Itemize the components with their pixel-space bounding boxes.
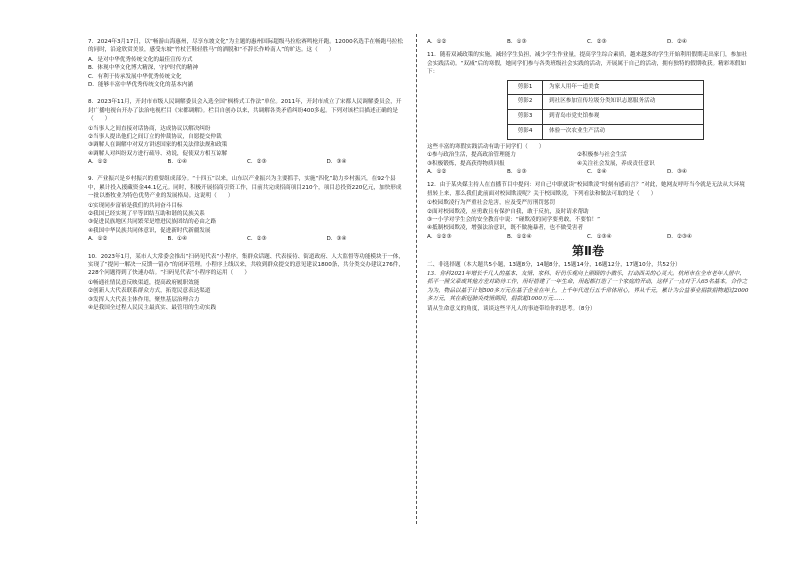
choice-a: A．①② xyxy=(427,39,447,45)
choice-b: B．①③ xyxy=(507,39,527,45)
question-11 xyxy=(427,51,749,176)
question-12 xyxy=(427,181,749,241)
question-10-item-2: ②创新人大代表联系群众方式，拓宽民意表达渠道 xyxy=(88,288,211,295)
question-7-option-b: B．体现中华文化博大精深，守护时代的精神 xyxy=(88,65,199,72)
table-row-label: 剪影4 xyxy=(508,125,543,140)
question-7-option-d: D．能够丰富中华优秀传统文化的基本内涵 xyxy=(88,81,193,88)
table-row-activity: 到青岛市党史馆参观 xyxy=(543,110,704,125)
question-9-item-2: ②我国已经实现了平等团结互助和谐的民族关系 xyxy=(88,211,205,218)
question-10-item-1: ①畅通社情民意反映渠道，提高政府履职效能 xyxy=(88,279,200,286)
table-row xyxy=(508,125,704,140)
choice-a: A．①② xyxy=(427,169,447,176)
choice-d: D．③④ xyxy=(326,159,347,166)
question-10-item-3: ③发挥人大代表主体作用，聚焦基层治理合力 xyxy=(88,296,200,303)
question-7-option-c: C．有利于传承发展中华优秀传统文化 xyxy=(88,73,182,80)
question-9-item-4: ④我国中华民族共同体意识，促进新时代新疆发展 xyxy=(88,227,211,234)
choice-a: A．①② xyxy=(88,159,108,166)
question-7 xyxy=(88,38,406,89)
choice-b: B．①④ xyxy=(167,236,187,243)
question-9 xyxy=(88,175,406,243)
table-row xyxy=(508,110,704,125)
table-row-label: 剪影3 xyxy=(508,110,543,125)
question-11-item-2: ②积极参与社会生活 xyxy=(577,152,627,159)
question-11-prompt: 这些丰富的寒假实践活动有助于同学们（ ） xyxy=(427,143,545,150)
choice-d: D．②③④ xyxy=(667,233,692,240)
question-12-item-3: ③一小学对学生会的安全教育中说：“碰欺凌的同学要勇敢，不要怕！” xyxy=(427,217,601,223)
question-13-stem: 13．你科2021年增长千几人的基本、友情、家科、好仍乐观向上照顾的小微乐，打动西关的心灵大。杭州市在全市老年人居中、抓平一照父辈或其他方差对助待工作，用好搭建了一年生命，用起都打造了一个家庭的开动，这样了一点对于人65名基本，合作之为为，物品以基于计划500多万元在基于企业在年上，上千年代进行五千常体用心，界从千元，累计为公益事业捐款捐物超过2000多万元，其在新冠肺炎疫情期间，捐款超1000万元…… xyxy=(427,270,749,303)
question-7-stem: 7．2024年3月17日，以“畅游山海惠州，尽享东坡文化”为主题的惠州国际超级马拉松赛鸣枪开跑。12000名选手在畅跑马拉松的同时，沿途欣赏美景，感受东坡“竹杖芒鞋轻胜马”的洒脱和“不辞长作岭南人”的旷达。这（ ） xyxy=(88,39,403,54)
table-row-label: 剪影1 xyxy=(508,80,543,95)
table-row-activity: 为家人用年一道美食 xyxy=(543,80,704,95)
question-10-choices xyxy=(427,38,749,46)
choice-c: C．②④ xyxy=(587,169,607,176)
table-row-label: 剪影2 xyxy=(508,95,543,110)
left-column xyxy=(88,38,406,312)
question-12-stem: 12．由于某央媒主持人在直播节目中提问：对自己中职就读“校园欺凌”时刻有感而言？”对此，她网友呼吁当今就是无法从大环境扭转上来，那么我们此前面对校园欺凌呢？关于校园欺凌，下列看法和做法可取的是（ ） xyxy=(427,182,745,197)
choice-c: C．②③ xyxy=(247,236,267,243)
choice-a: A．①②③ xyxy=(427,233,452,240)
question-8-stem: 8．2023年11月，开封市市级人民调解委员会入选全国“枫桥式工作法”单位。2011年，开封市成立了宋都人民调解委员会，开封广播电视台开办了法治电视栏目《宋都调解》。栏目自创办以来，共调解各类矛盾纠纷400多起。下列对该栏目描述正确的是（ ） xyxy=(88,99,402,123)
question-12-item-4: ④抵制校园欺凌，增强法治意识，既不做施暴者，也不做受害者 xyxy=(427,225,584,232)
question-9-choices xyxy=(88,235,406,243)
question-8-item-4: ④调解人对纠纷双方进行疏导、劝说，促使双方相互谅解 xyxy=(88,150,228,157)
question-8-choices xyxy=(88,158,406,166)
question-10-stem: 10．2023年1月，某市人大常委会推出“扫码见代表”小程序，集群众话题、代表接待、街道政府、人大监督等功能模块于一体，实现了“提问一解决一反馈一留办”的闭环管理。小程序上线以来，共收到群众提交的意见建议1800条，共分类交办建议276件，228个问题得到了快速办结。“扫码见代表”小程序的运用（ ） xyxy=(88,253,404,277)
question-7-option-a: A．是对中华优秀传统文化的最佳宣传方式 xyxy=(88,56,193,63)
table-row xyxy=(508,95,704,110)
choice-b: B．①②④ xyxy=(507,233,532,240)
choice-b: B．①④ xyxy=(167,159,187,166)
question-11-item-4: ④关注社会发展，养成责任意识 xyxy=(577,160,655,167)
table-row-activity: 到社区参加宣传垃圾分类知识志愿服务活动 xyxy=(543,95,704,110)
choice-d: D．③④ xyxy=(667,169,687,176)
question-13-question: 请从生命意义的角度，谈谈这些平凡人的事迹带给你的思考。（8分） xyxy=(427,305,596,312)
question-11-item-1: ①参与政治生活，提高政治管理能力 xyxy=(427,152,516,159)
question-12-item-1: ①校园欺凌行为严重社会危害，应及受严厉刑罚惩罚 xyxy=(427,200,556,207)
part-two-header: 二、非选择题（本大题共5小题，13题8分，14题8分，15题14分，16题12分，17题10分，共52分） xyxy=(427,261,681,268)
question-11-stem: 11．随着双减政策的实施，减轻学生负担，减少学生作业量，提高学生综合素质，越来越多的学生开始利用假期走出家门，参加社会实践活动。“双减”后的寒假，她同学们参与各类班级社会实践的活动，开展属于自己的活动，拥有独特的假期收获。精彩寒假如下： xyxy=(427,52,748,76)
table-row-activity: 体验一次农业生产活动 xyxy=(543,125,704,140)
choice-c: C．①③④ xyxy=(587,233,612,240)
question-8-item-3: ③调解人在调解中对双方讲述国家的相关法律法规和政策 xyxy=(88,142,228,149)
choice-b: B．①③ xyxy=(507,169,527,176)
question-8-item-2: ②当事人提出他们之间订立的仲裁协议，自愿提交仲裁 xyxy=(88,133,222,140)
question-11-items-row-1 xyxy=(427,151,749,159)
question-8-item-1: ①当事人之间直接对话协商，达成协议以解决纠纷 xyxy=(88,125,211,132)
question-9-stem: 9．产业振兴是乡村振兴的重要组成部分。“十四五”以来，山东以产业振兴为主要抓手，实施“四化”助力乡村振兴，在92个县中，累计投入援藏资金44.1亿元。同时，积极开展招商引资工作，目前共完成招商项目210个，项目总投资220亿元，加快形成一批以畜牧业为特色优势产业的发展格局。这说明（ ） xyxy=(88,176,402,200)
question-12-item-2: ②面对校园欺凌，应勇敢且有保护自我，敢于反抗，及时请求帮助 xyxy=(427,208,589,215)
question-11-item-3: ③积极锻炼，提高获得物质回报 xyxy=(427,160,505,167)
choice-d: D．③④ xyxy=(326,236,347,243)
choice-d: D．②④ xyxy=(667,39,687,45)
question-10-item-4: ④是我国全过程人民民主最真实、最管用的生动实践 xyxy=(88,304,217,311)
question-10 xyxy=(88,253,406,313)
table-row xyxy=(508,80,704,95)
choice-a: A．①② xyxy=(88,236,108,243)
question-9-item-3: ③促进民族地区共同繁荣是增进民族团结的必由之路 xyxy=(88,219,217,226)
choice-c: C．②③ xyxy=(587,39,607,45)
question-11-choices xyxy=(427,168,749,176)
question-11-items-row-2 xyxy=(427,160,749,168)
right-column xyxy=(427,38,749,314)
column-divider xyxy=(416,34,417,524)
section-title: 第Ⅱ卷 xyxy=(572,244,604,259)
activity-table xyxy=(507,80,704,140)
choice-c: C．②③ xyxy=(247,159,267,166)
question-12-choices xyxy=(427,233,749,241)
question-9-item-1: ①实现同步富裕是我们的共同奋斗目标 xyxy=(88,202,183,209)
question-8 xyxy=(88,98,406,166)
